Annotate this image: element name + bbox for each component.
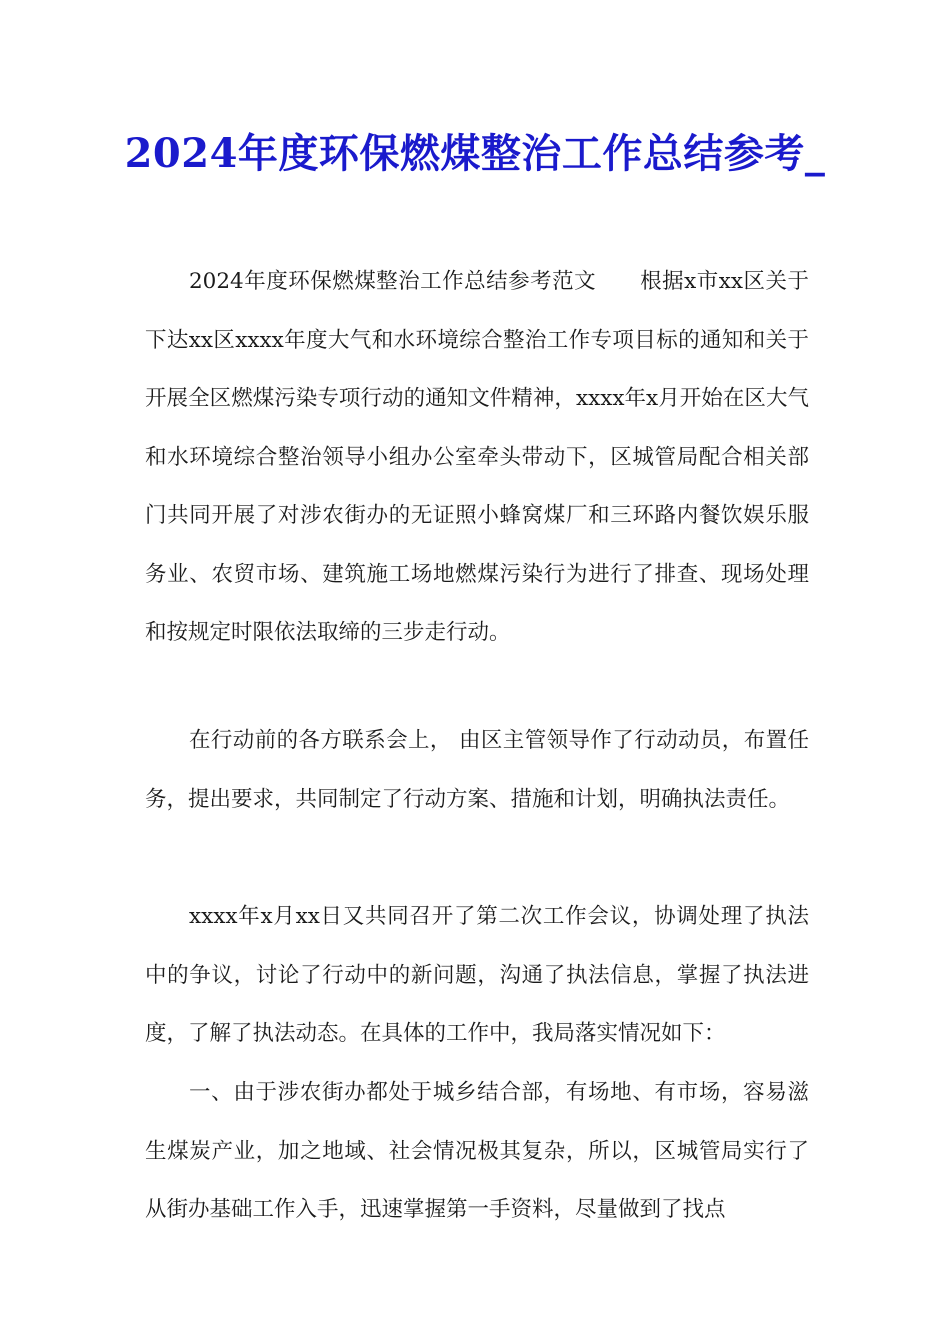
document-title: 2024年度环保燃煤整治工作总结参考_: [124, 130, 826, 177]
paragraph-1: [145, 253, 809, 663]
paragraph-text: xxxx年x月xx日又共同召开了第二次工作会议，协调处理了执法中的争议，讨论了行动中的新问题，沟通了执法信息，掌握了执法进度，了解了执法动态。在具体的工作中，我局落实情况如下：: [145, 904, 809, 1046]
paragraph-4: [145, 1064, 809, 1240]
paragraph-2: [145, 712, 809, 829]
paragraph-text: 2024年度环保燃煤整治工作总结参考范文 根据x市xx区关于下达xx区xxxx年度大气和水环境综合整治工作专项目标的通知和关于开展全区燃煤污染专项行动的通知文件精神，xxxx年x月开始在区大气和水环境综合整治领导小组办公室牵头带动下，区城管局配合相关部门共同开展了对涉农街办的无证照小蜂窝煤厂和三环路内餐饮娱乐服务业、农贸市场、建筑施工场地燃煤污染行为进行了排查、现场处理和按规定时限依法取缔的三步走行动。: [145, 269, 809, 645]
paragraph-text: 一、由于涉农街办都处于城乡结合部，有场地、有市场，容易滋生煤炭产业，加之地域、社会情况极其复杂，所以，区城管局实行了从街办基础工作入手，迅速掌握第一手资料，尽量做到了找点: [145, 1080, 809, 1222]
paragraph-text: 在行动前的各方联系会上， 由区主管领导作了行动动员，布置任务，提出要求，共同制定了行动方案、措施和计划，明确执法责任。: [145, 728, 809, 812]
paragraph-3: [145, 888, 809, 1064]
